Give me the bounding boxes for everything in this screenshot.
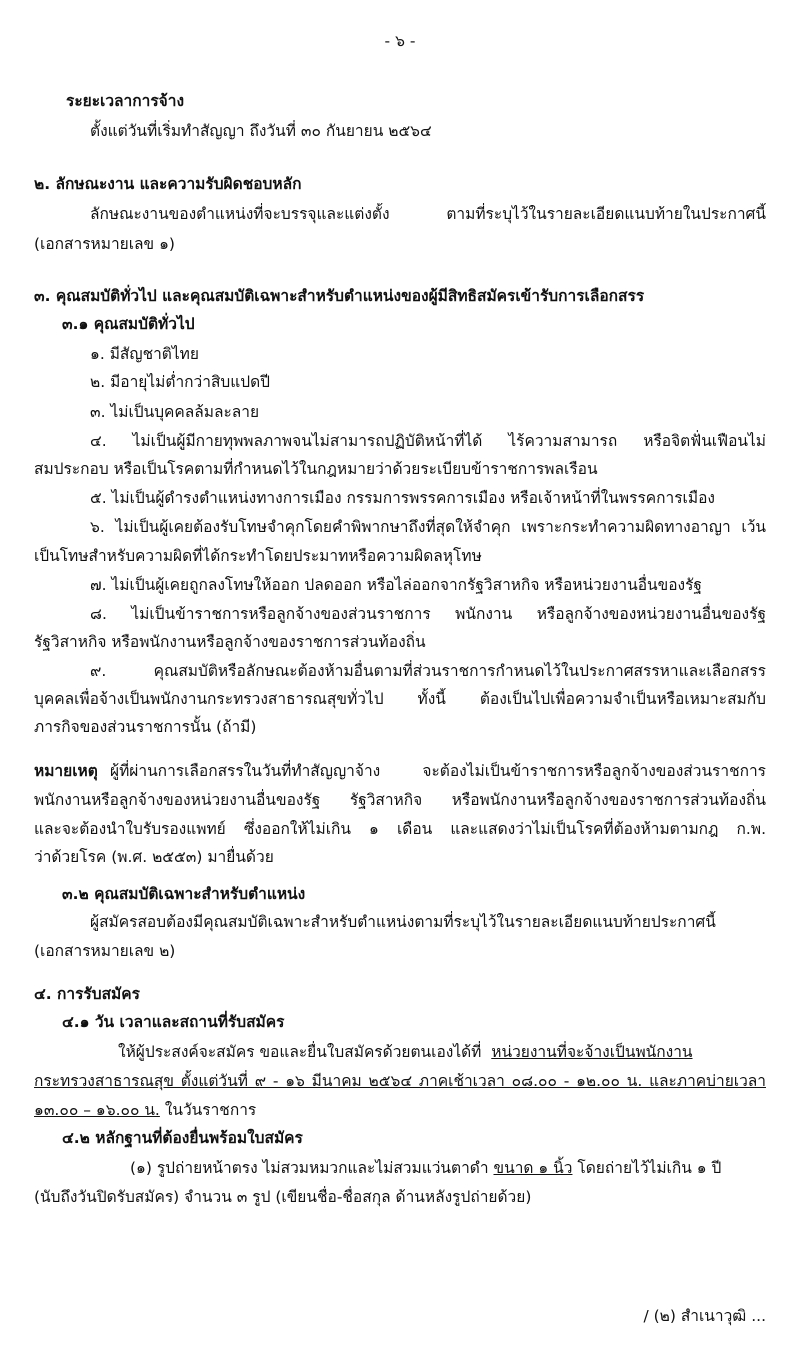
- section3-2-heading: ๓.๒ คุณสมบัติเฉพาะสำหรับตำแหน่ง: [62, 885, 306, 903]
- list-item: ๙. คุณสมบัติหรือลักษณะต้องห้ามอื่นตามที่ส่วนราชการกำหนดไว้ในประกาศสรรหาและเลือกสรร: [90, 662, 766, 680]
- employment-period-heading: ระยะเวลาการจ้าง: [66, 92, 185, 110]
- list-item-continued: ภารกิจของส่วนราชการนั้น (ถ้ามี): [34, 718, 257, 736]
- section4-1-heading: ๔.๑ วัน เวลาและสถานที่รับสมัคร: [62, 1013, 285, 1031]
- apply-text: ให้ผู้ประสงค์จะสมัคร ขอและยื่นใบสมัครด้วยตนเองได้ที่: [118, 1043, 482, 1061]
- list-item: ๓. ไม่เป็นบุคคลล้มละลาย: [90, 403, 260, 421]
- apply-dates: กระทรวงสาธารณสุข ตั้งแต่วันที่ ๙ - ๑๖ มีนาคม ๒๕๖๔ ภาคเช้าเวลา ๐๘.๐๐ - ๑๒.๐๐ น. และภาคบ่ายเวลา: [34, 1072, 766, 1090]
- list-item: ๘. ไม่เป็นข้าราชการหรือลูกจ้างของส่วนราชการ พนักงาน หรือลูกจ้างของหน่วยงานอื่นของรัฐ: [90, 605, 766, 623]
- list-item: ๕. ไม่เป็นผู้ดำรงตำแหน่งทางการเมือง กรรมการพรรคการเมือง หรือเจ้าหน้าที่ในพรรคการเมือง: [90, 489, 715, 507]
- list-item-continued: รัฐวิสาหกิจ หรือพนักงานหรือลูกจ้างของราชการส่วนท้องถิ่น: [34, 633, 426, 651]
- note-label: หมายเหตุ: [34, 762, 98, 780]
- apply-days: ในวันราชการ: [164, 1101, 257, 1119]
- apply-location: หน่วยงานที่จะจ้างเป็นพนักงาน: [491, 1043, 693, 1061]
- photo-text: (๑) รูปถ่ายหน้าตรง ไม่สวมหมวกและไม่สวมแว่นตาดำ: [130, 1159, 489, 1177]
- list-item: ๒. มีอายุไม่ต่ำกว่าสิบแปดปี: [90, 373, 270, 391]
- section3-2-line2: (เอกสารหมายเลข ๒): [34, 942, 176, 960]
- list-item-continued: บุคคลเพื่อจ้างเป็นพนักงานกระทรวงสาธารณสุขทั่วไป ทั้งนี้ ต้องเป็นไปเพื่อความจำเป็นหรือเหมาะสมกับ: [34, 690, 766, 708]
- section4-2-heading: ๔.๒ หลักฐานที่ต้องยื่นพร้อมใบสมัคร: [62, 1129, 303, 1147]
- note-line: พนักงานหรือลูกจ้างของหน่วยงานอื่นของรัฐ รัฐวิสาหกิจ หรือพนักงานหรือลูกจ้างของราชการส่วนท้องถิ่น: [34, 791, 766, 809]
- footer-continuation: / (๒) สำเนาวุฒิ ...: [643, 1307, 766, 1325]
- section3-2-line1: ผู้สมัครสอบต้องมีคุณสมบัติเฉพาะสำหรับตำแหน่งตามที่ระบุไว้ในรายละเอียดแนบท้ายประกาศนี้: [90, 913, 716, 931]
- photo-size: ขนาด ๑ นิ้ว: [493, 1159, 573, 1177]
- page-number: - ๖ -: [384, 32, 416, 50]
- list-item-continued: สมประกอบ หรือเป็นโรคตามที่กำหนดไว้ในกฎหมายว่าด้วยระเบียบข้าราชการพลเรือน: [34, 460, 598, 478]
- list-item: ๑. มีสัญชาติไทย: [90, 345, 199, 363]
- list-item: ๖. ไม่เป็นผู้เคยต้องรับโทษจำคุกโดยคำพิพากษาถึงที่สุดให้จำคุก เพราะกระทำความผิดทางอาญา เว้น: [90, 518, 766, 536]
- list-item: ๔. ไม่เป็นผู้มีกายทุพพลภาพจนไม่สามารถปฏิบัติหน้าที่ได้ ไร้ความสามารถ หรือจิตฟั่นเฟือนไม่: [90, 432, 766, 450]
- employment-period-text: ตั้งแต่วันที่เริ่มทำสัญญา ถึงวันที่ ๓๐ กันยายน ๒๕๖๔: [90, 122, 432, 140]
- list-item: ๗. ไม่เป็นผู้เคยถูกลงโทษให้ออก ปลดออก หรือไล่ออกจากรัฐวิสาหกิจ หรือหน่วยงานอื่นของรัฐ: [90, 576, 702, 594]
- section2-line2: (เอกสารหมายเลข ๑): [34, 235, 175, 253]
- apply-times: [34, 1099, 256, 1121]
- section2-line1: ลักษณะงานของตำแหน่งที่จะบรรจุและแต่งตั้ง ตามที่ระบุไว้ในรายละเอียดแนบท้ายในประกาศนี้: [90, 205, 766, 223]
- list-item-continued: เป็นโทษสำหรับความผิดที่ได้กระทำโดยประมาทหรือความผิดลหุโทษ: [34, 547, 482, 565]
- section3-heading: ๓. คุณสมบัติทั่วไป และคุณสมบัติเฉพาะสำหรับตำแหน่งของผู้มีสิทธิสมัครเข้ารับการเลือกสรร: [34, 287, 645, 305]
- section4-2-line2: (นับถึงวันปิดรับสมัคร) จำนวน ๓ รูป (เขียนชื่อ-ชื่อสกุล ด้านหลังรูปถ่ายด้วย): [34, 1188, 532, 1206]
- section3-1-heading: ๓.๑ คุณสมบัติทั่วไป: [62, 315, 195, 333]
- note-line: ว่าด้วยโรค (พ.ศ. ๒๕๕๓) มายื่นด้วย: [34, 848, 274, 866]
- section4-heading: ๔. การรับสมัคร: [34, 985, 140, 1003]
- note-line: และจะต้องนำใบรับรองแพทย์ ซึ่งออกให้ไม่เกิน ๑ เดือน และแสดงว่าไม่เป็นโรคที่ต้องห้ามตามกฎ ก.พ.: [34, 820, 766, 838]
- section4-2-line1: [130, 1157, 721, 1179]
- section4-1-text: [118, 1041, 693, 1063]
- apply-afternoon-time: ๑๓.๐๐ – ๑๖.๐๐ น.: [34, 1101, 160, 1119]
- section2-heading: ๒. ลักษณะงาน และความรับผิดชอบหลัก: [34, 175, 302, 193]
- note-line: ผู้ที่ผ่านการเลือกสรรในวันที่ทำสัญญาจ้าง จะต้องไม่เป็นข้าราชการหรือลูกจ้างของส่วนราชการ: [110, 762, 766, 780]
- photo-age: โดยถ่ายไว้ไม่เกิน ๑ ปี: [577, 1159, 722, 1177]
